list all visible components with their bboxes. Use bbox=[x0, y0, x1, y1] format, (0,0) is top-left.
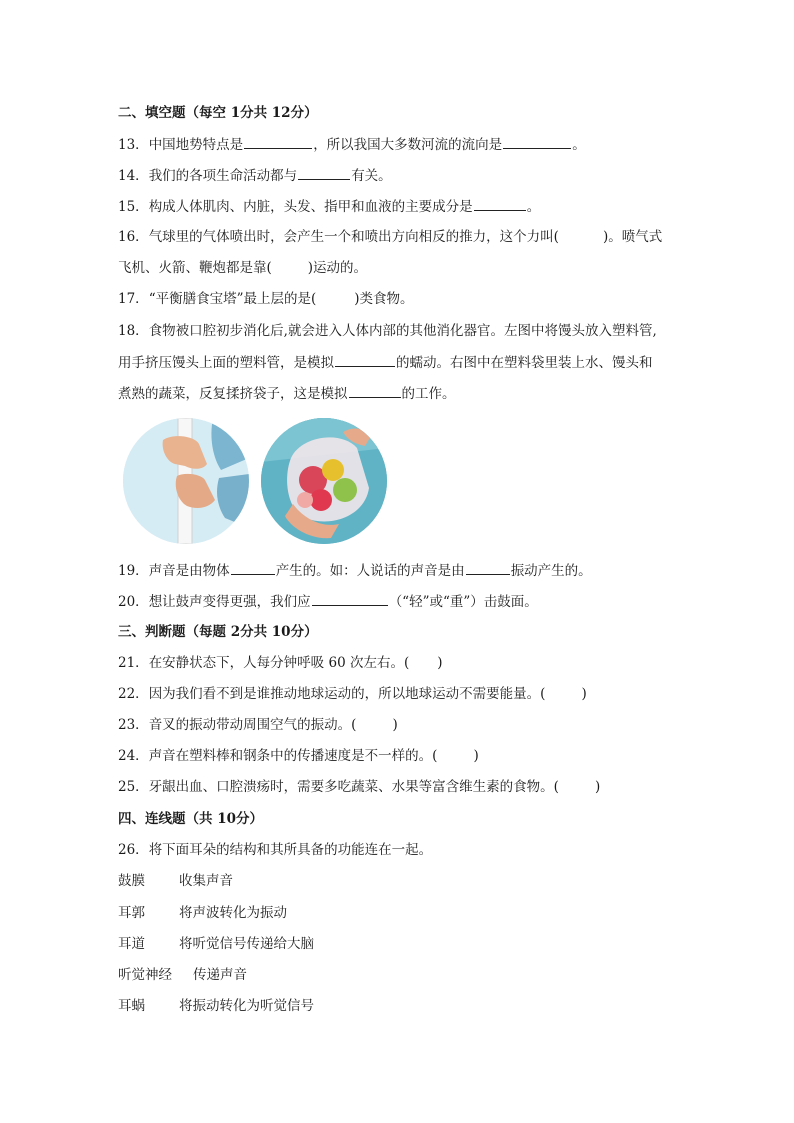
match-row bbox=[118, 872, 233, 890]
question-18-line2: 用手挤压馒头上面的塑料管，是模拟 的蠕动。右图中在塑料袋里装上水、馒头和 bbox=[118, 355, 653, 371]
match-left-item[interactable]: 听觉神经 bbox=[118, 967, 172, 983]
match-left-item[interactable]: 耳郭 bbox=[118, 905, 145, 921]
answer-blank[interactable] bbox=[466, 561, 510, 575]
match-left-item[interactable]: 鼓膜 bbox=[118, 873, 145, 889]
question-24: 24．声音在塑料棒和钢条中的传播速度是不一样的。( ) bbox=[118, 748, 479, 764]
match-right-item[interactable]: 收集声音 bbox=[179, 873, 233, 889]
question-22: 22．因为我们看不到是谁推动地球运动的，所以地球运动不需要能量。( ) bbox=[118, 686, 587, 702]
question-14: 14．我们的各项生命活动都与 有关。 bbox=[118, 168, 392, 184]
answer-blank[interactable] bbox=[503, 135, 571, 149]
match-row bbox=[118, 997, 314, 1015]
answer-blank[interactable] bbox=[474, 197, 526, 211]
answer-blank[interactable] bbox=[244, 135, 312, 149]
question-16: 16．气球里的气体喷出时，会产生一个和喷出方向相反的推力，这个力叫( )。喷气式 bbox=[118, 229, 663, 245]
answer-blank[interactable] bbox=[298, 166, 350, 180]
question-20: 20．想让鼓声变得更强，我们应 （“轻”或“重”）击鼓面。 bbox=[118, 594, 538, 610]
match-row bbox=[118, 904, 287, 922]
match-right-item[interactable]: 将振动转化为听觉信号 bbox=[179, 998, 314, 1014]
answer-blank[interactable] bbox=[312, 592, 388, 606]
bag-knead-image bbox=[261, 418, 387, 544]
question-17: 17．“平衡膳食宝塔”最上层的是( )类食物。 bbox=[118, 291, 414, 307]
question-15: 15．构成人体肌肉、内脏，头发、指甲和血液的主要成分是 。 bbox=[118, 199, 541, 215]
question-16-line2: 飞机、火箭、鞭炮都是靠( )运动的。 bbox=[118, 260, 368, 276]
answer-blank[interactable] bbox=[335, 353, 395, 367]
answer-blank[interactable] bbox=[349, 384, 401, 398]
question-25: 25．牙龈出血、口腔溃疡时，需要多吃蔬菜、水果等富含维生素的食物。( ) bbox=[118, 779, 601, 795]
bag-knead-illustration bbox=[261, 418, 387, 544]
tube-squeeze-illustration bbox=[123, 418, 249, 544]
match-right-item[interactable]: 传递声音 bbox=[193, 967, 247, 983]
match-left-item[interactable]: 耳蜗 bbox=[118, 998, 145, 1014]
question-13: 13．中国地势特点是 ，所以我国大多数河流的流向是 。 bbox=[118, 137, 586, 153]
answer-blank[interactable] bbox=[231, 561, 275, 575]
tube-squeeze-image bbox=[123, 418, 249, 544]
question-18-line3: 煮熟的蔬菜，反复揉挤袋子，这是模拟 的工作。 bbox=[118, 386, 456, 402]
match-right-item[interactable]: 将听觉信号传递给大脑 bbox=[179, 936, 314, 952]
section-heading-fill: 二、填空题（每空 1分共 12分） bbox=[118, 105, 318, 121]
match-row bbox=[118, 935, 314, 953]
question-21: 21．在安静状态下，人每分钟呼吸 60 次左右。( ) bbox=[118, 655, 443, 671]
section-heading-match: 四、连线题（共 10分） bbox=[118, 811, 263, 827]
section-heading-judge: 三、判断题（每题 2分共 10分） bbox=[118, 624, 318, 640]
question-23: 23．音叉的振动带动周围空气的振动。( ) bbox=[118, 717, 398, 733]
match-row bbox=[118, 966, 247, 984]
question-18: 18．食物被口腔初步消化后,就会进入人体内部的其他消化器官。左图中将馒头放入塑料管, bbox=[118, 323, 657, 339]
match-right-item[interactable]: 将声波转化为振动 bbox=[179, 905, 287, 921]
question-19: 19．声音是由物体 产生的。如：人说话的声音是由 振动产生的。 bbox=[118, 563, 592, 579]
match-left-item[interactable]: 耳道 bbox=[118, 936, 145, 952]
question-26: 26．将下面耳朵的结构和其所具备的功能连在一起。 bbox=[118, 842, 433, 858]
